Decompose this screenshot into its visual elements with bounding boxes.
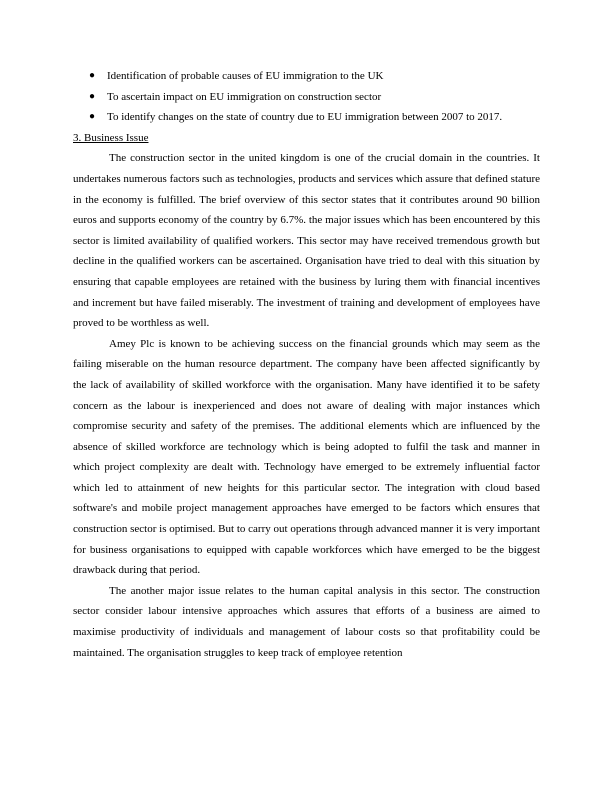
list-item-text: To ascertain impact on EU immigration on construction sector — [107, 90, 382, 103]
bullet-icon: ● — [89, 70, 96, 81]
bullet-icon: ● — [89, 111, 96, 123]
objectives-list — [73, 66, 540, 128]
list-item — [73, 107, 540, 128]
list-item — [73, 66, 540, 87]
paragraph: Amey Plc is known to be achieving success on the financial grounds which may seem as the failing miserable on the human resource department. The company have been affected significantly by the lack of availability of skilled workforce with the organisation. Many have identified it to be safety concern as the labour is inexperienced and does not aware of dealing with major instances which compromise security and safety of the premises. The additional elements which are influenced by the absence of skilled workforce are technology which is being adopted to fulfil the task and manner in which project complexity are dealt with. Technology have emerged to be extremely influential factor which led to attainment of new heights for this particular sector. The integration with cloud based software's and mobile project management approaches have emerged to be factors which ensures that construction sector is optimised. But to carry out operations through advanced manner it is very important for business organisations to equipped with capable workforces which have emerged to be the biggest drawback during that period. — [73, 337, 540, 577]
list-item-text: To identify changes on the state of country due to EU immigration between 2007 to 2017. — [107, 111, 503, 124]
list-item — [73, 87, 540, 108]
paragraph: The another major issue relates to the human capital analysis in this sector. The construction sector consider labour intensive approaches which assures that efforts of a business are aimed to maximise productivity of individuals and management of labour costs so that profitability could be maintained. The organisation struggles to keep track of employee retention — [73, 584, 540, 659]
paragraph: The construction sector in the united kingdom is one of the crucial domain in the countries. It undertakes numerous factors such as technologies, products and services which assure that defined stature in the economy is fulfilled. The brief overview of this sector states that it contributes around 90 billion euros and supports economy of the country by 6.7%. the major issues which has been encountered by this sector is limited availability of qualified workers. This sector may have received tremendous growth but decline in the qualified workers can be ascertained. Organisation have tried to deal with this situation by ensuring that capable employees are retained with the business by luring them with financial incentives and increment but have failed miserably. The investment of training and development of employees have proved to be worthless as well. — [73, 152, 540, 330]
list-item-text: Identification of probable causes of EU immigration to the UK — [107, 70, 384, 82]
section-heading: 3. Business Issue — [73, 131, 149, 144]
document-page — [73, 66, 540, 663]
bullet-icon: ● — [89, 90, 96, 102]
